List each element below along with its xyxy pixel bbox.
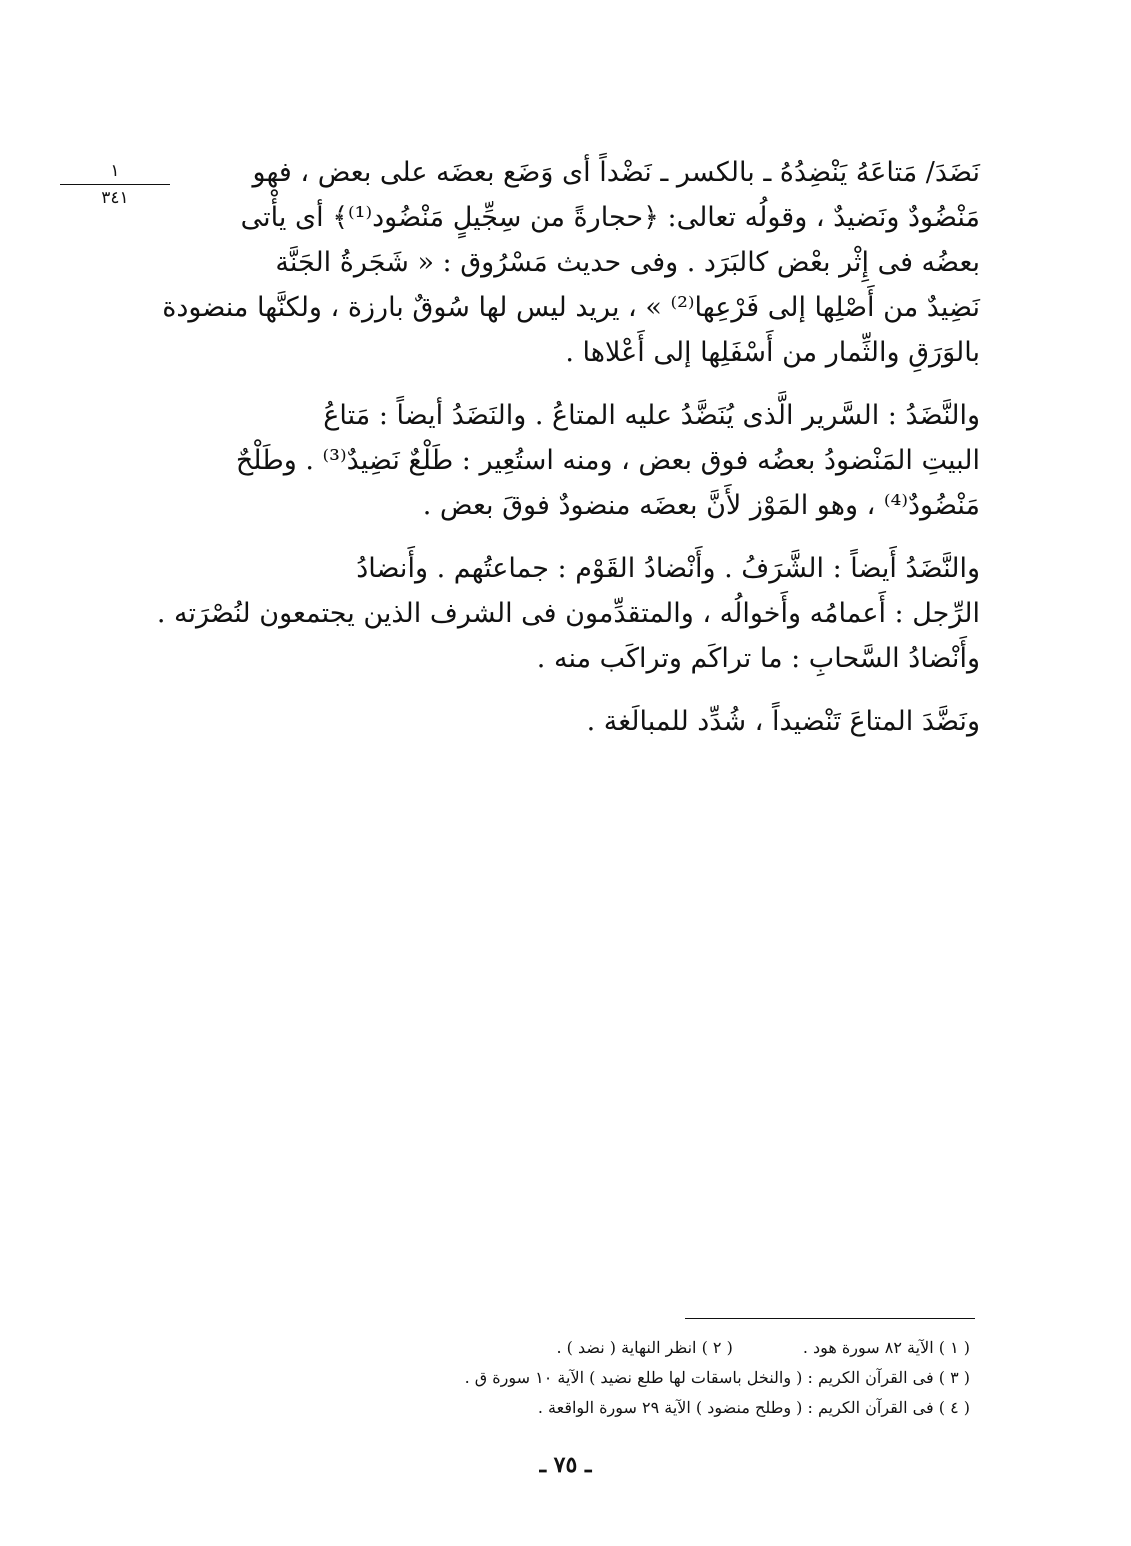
footnote-3: ( ٣ ) فى القرآن الكريم : ( والنخل باسقات لها طلع نضيد ) الآية ١٠ سورة ق . [464, 1368, 970, 1387]
text-line: البيتِ المَنْضودُ بعضُه فوق بعض ، ومنه استُعِير : طَلْعٌ نَضِيدٌ⁽³⁾ . وطَلْحٌ [235, 445, 980, 476]
paragraph [150, 393, 980, 528]
footnote-1: ( ١ ) الآية ٨٢ سورة هود . [802, 1338, 970, 1357]
text-line: والنَّضَدُ : السَّرير الَّذى يُنَضَّدُ عليه المتاعُ . والنَضَدُ أيضاً : مَتاعُ [323, 400, 980, 431]
text-line: مَنْضُودٌ ونَضيدٌ ، وقولُه تعالى: ﴿حجارةً من سِجِّيلٍ مَنْضُود⁽¹⁾﴾ أى يأْتى [240, 202, 980, 233]
footnote-4: ( ٤ ) فى القرآن الكريم : ( وطلح منضود ) الآية ٢٩ سورة الواقعة . [537, 1398, 970, 1417]
margin-ref-top: ١ [110, 161, 120, 181]
main-text [150, 150, 980, 762]
footnotes [330, 1333, 970, 1423]
margin-ref-bottom: ٣٤١ [101, 188, 129, 208]
page-number: ـ ٧٥ ـ [539, 1452, 592, 1478]
footnote-row [330, 1363, 970, 1393]
text-line: ونَضَّدَ المتاعَ تَنْضيداً ، شُدِّد للمبالَغة . [586, 706, 980, 737]
footnote-row [330, 1333, 970, 1363]
text-line: نَضَدَ/ مَتاعَهُ يَنْضِدُهُ ـ بالكسر ـ نَضْداً أى وَضَع بعضَه على بعض ، فهو [252, 157, 980, 188]
paragraph [150, 699, 980, 744]
paragraph [150, 546, 980, 681]
text-line: وأَنْضادُ السَّحابِ : ما تراكَم وتراكَب منه . [536, 643, 980, 674]
footnote-2: ( ٢ ) انظر النهاية ( نضد ) . [556, 1338, 733, 1357]
footnote-row [330, 1393, 970, 1423]
text-line: نَضِيدٌ من أَصْلِها إلى فَرْعِها⁽²⁾ » ، يريد ليس لها سُوقٌ بارزة ، ولكنَّها منضودة [162, 292, 980, 323]
footnote-divider [685, 1318, 975, 1319]
text-line: بالوَرَقِ والثِّمار من أَسْفَلِها إلى أَعْلاها . [565, 337, 980, 368]
text-line: والنَّضَدُ أَيضاً : الشَّرَفُ . وأَنْضادُ القَوْم : جماعتُهم . وأَنضادُ [356, 553, 980, 584]
text-line: مَنْضُودٌ⁽⁴⁾ ، وهو المَوْز لأَنَّ بعضَه منضودٌ فوقَ بعض . [422, 490, 980, 521]
paragraph [150, 150, 980, 375]
text-line: الرِّجل : أَعمامُه وأَخوالُه ، والمتقدِّمون فى الشرف الذين يجتمعون لنُصْرَته . [156, 598, 980, 629]
text-line: بعضُه فى إِثْر بعْض كالبَرَد . وفى حديث مَسْرُوق : « شَجَرةُ الجَنَّة [275, 247, 980, 278]
